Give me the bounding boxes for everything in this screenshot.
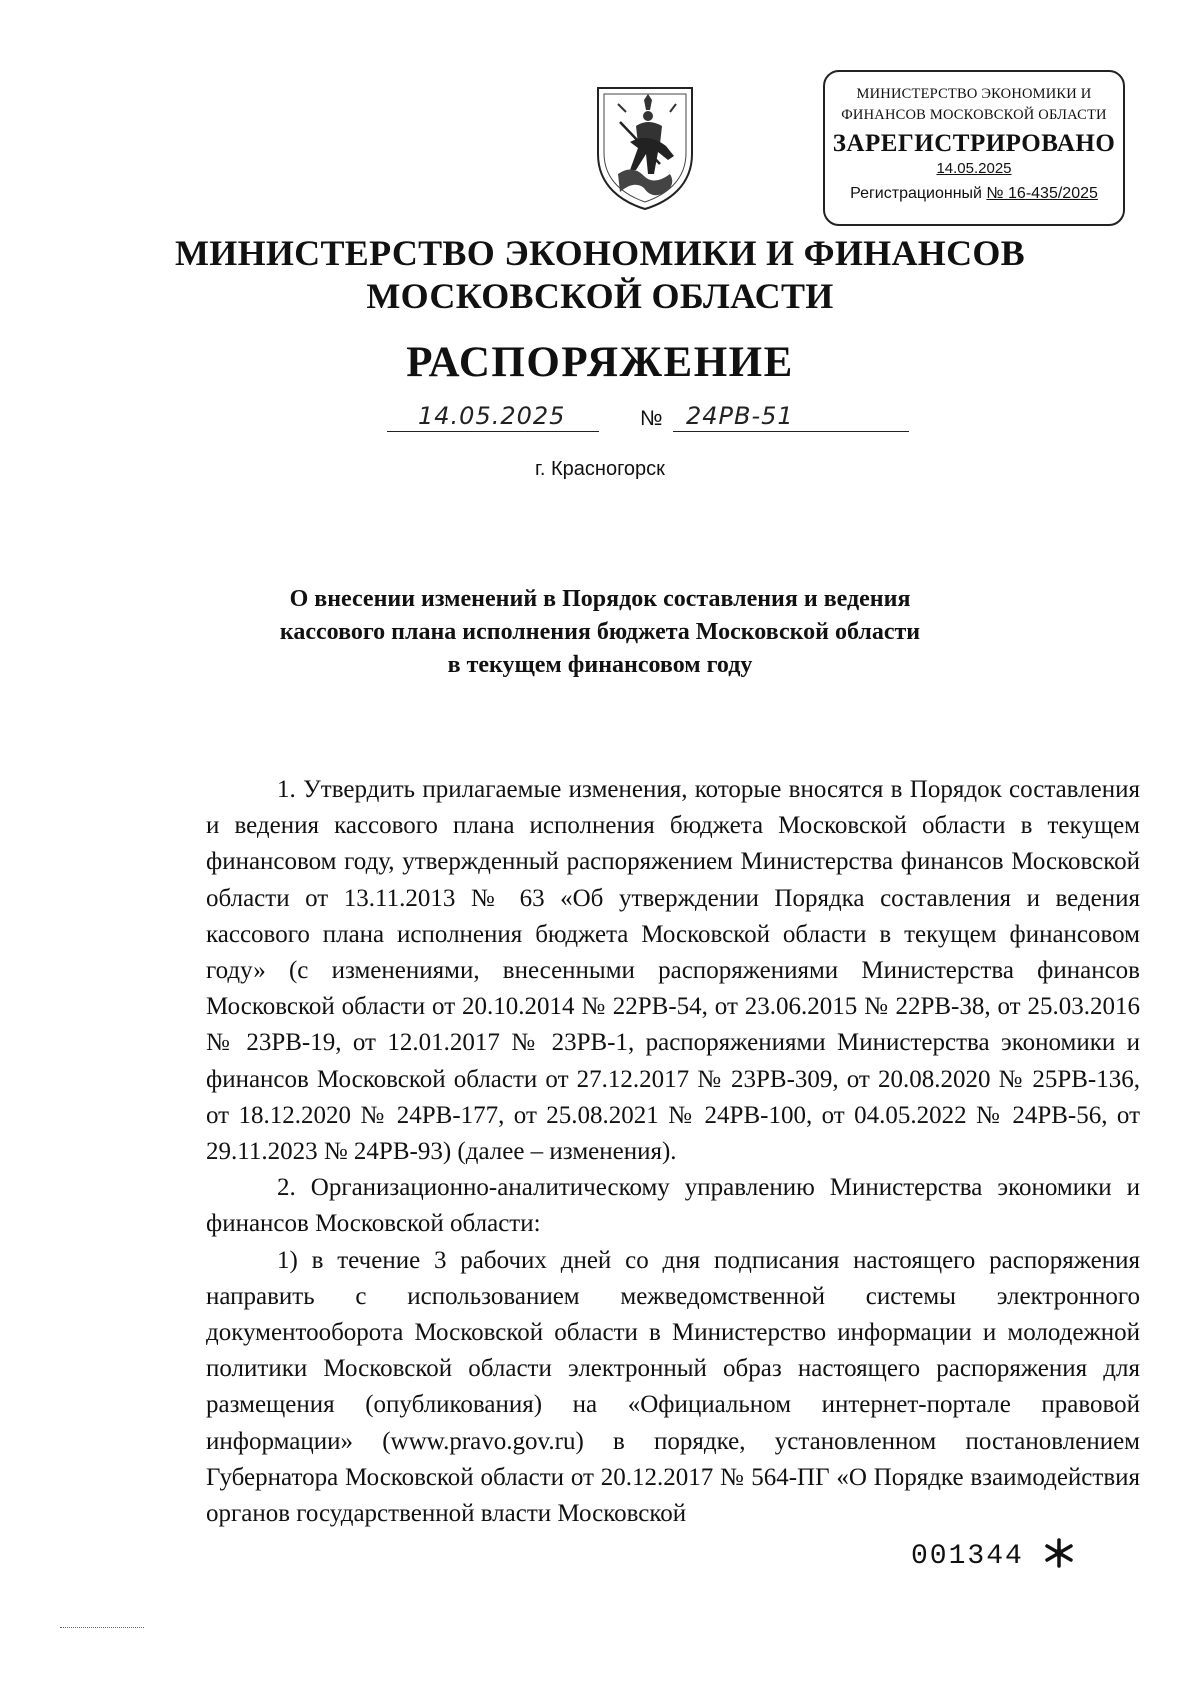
document-body — [206, 772, 1140, 1532]
date-number-line — [0, 402, 1200, 442]
ministry-heading — [0, 232, 1200, 318]
paragraph-3: 1) в течение 3 рабочих дней со дня подписания настоящего распоряжения направить с использованием межведомственной системы электронного документооборота Московской области в Министерство информации и молодежной политики Московской области электронный образ настоящего распоряжения для размещения (опубликования) на «Официальном интернет-портале правовой информации» (www.pravo.gov.ru) в порядке, установленном постановлением Губернатора Московской области от 20.12.2017 № 564-ПГ «О Порядке взаимодействия органов государственной власти Московской — [206, 1246, 1140, 1528]
number-underline — [673, 431, 909, 432]
stamp-org-line1: МИНИСТЕРСТВО ЭКОНОМИКИ И — [856, 86, 1092, 102]
stamp-org — [825, 84, 1123, 126]
document-title — [0, 583, 1200, 682]
title-line1: О внесении изменений в Порядок составления и ведения — [289, 586, 911, 612]
title-line2: кассового плана исполнения бюджета Московской области — [279, 619, 921, 645]
stamp-date: 14.05.2025 — [936, 160, 1012, 177]
title-line3: в текущем финансовом году — [447, 652, 753, 678]
scan-edge-mark — [60, 1627, 144, 1628]
registration-stamp — [823, 70, 1125, 226]
document-type: РАСПОРЯЖЕНИЕ — [406, 339, 794, 386]
document-number: 24РВ-51 — [686, 402, 794, 430]
number-label: № — [640, 407, 663, 430]
stamp-status: ЗАРЕГИСТРИРОВАНО — [832, 130, 1116, 157]
paragraph-2: 2. Организационно-аналитическому управлению Министерства экономики и финансов Московской области: — [206, 1174, 1140, 1238]
stamp-reg-number — [825, 185, 1123, 203]
stamp-reg-label: Регистрационный — [850, 185, 982, 202]
asterisk-icon — [1042, 1536, 1076, 1570]
ministry-line2: МОСКОВСКОЙ ОБЛАСТИ — [366, 276, 834, 316]
city: г. Красногорск — [535, 458, 665, 480]
stamp-reg-value: № 16-435/2025 — [986, 185, 1098, 202]
coat-of-arms-icon — [590, 82, 700, 212]
stamp-org-line2: ФИНАНСОВ МОСКОВСКОЙ ОБЛАСТИ — [841, 107, 1107, 123]
paragraph-1: 1. Утвердить прилагаемые изменения, которые вносятся в Порядок составления и ведения кассового плана исполнения бюджета Московской области в текущем финансовом году, утвержденный распоряжением Министерства финансов Московской области от 13.11.2013 № 63 «Об утверждении Порядка составления и ведения кассового плана исполнения бюджета Московской области в текущем финансовом году» (с изменениями, внесенными распоряжениями Министерства финансов Московской области от 20.10.2014 № 22РВ-54, от 23.06.2015 № 22РВ-38, от 25.03.2016 № 23РВ-19, от 12.01.2017 № 23РВ-1, распоряжениями Министерства экономики и финансов Московской области от 27.12.2017 № 23РВ-309, от 20.08.2020 № 25РВ-136, от 18.12.2020 № 24РВ-177, от 25.08.2021 № 24РВ-100, от 04.05.2022 № 24РВ-56, от 29.11.2023 № 24РВ-93) (далее – изменения). — [206, 776, 1140, 1166]
date-underline — [387, 431, 599, 432]
ministry-line1: МИНИСТЕРСТВО ЭКОНОМИКИ И ФИНАНСОВ — [174, 233, 1025, 273]
serial-number: 001344 — [911, 1541, 1024, 1572]
document-date: 14.05.2025 — [418, 402, 566, 430]
